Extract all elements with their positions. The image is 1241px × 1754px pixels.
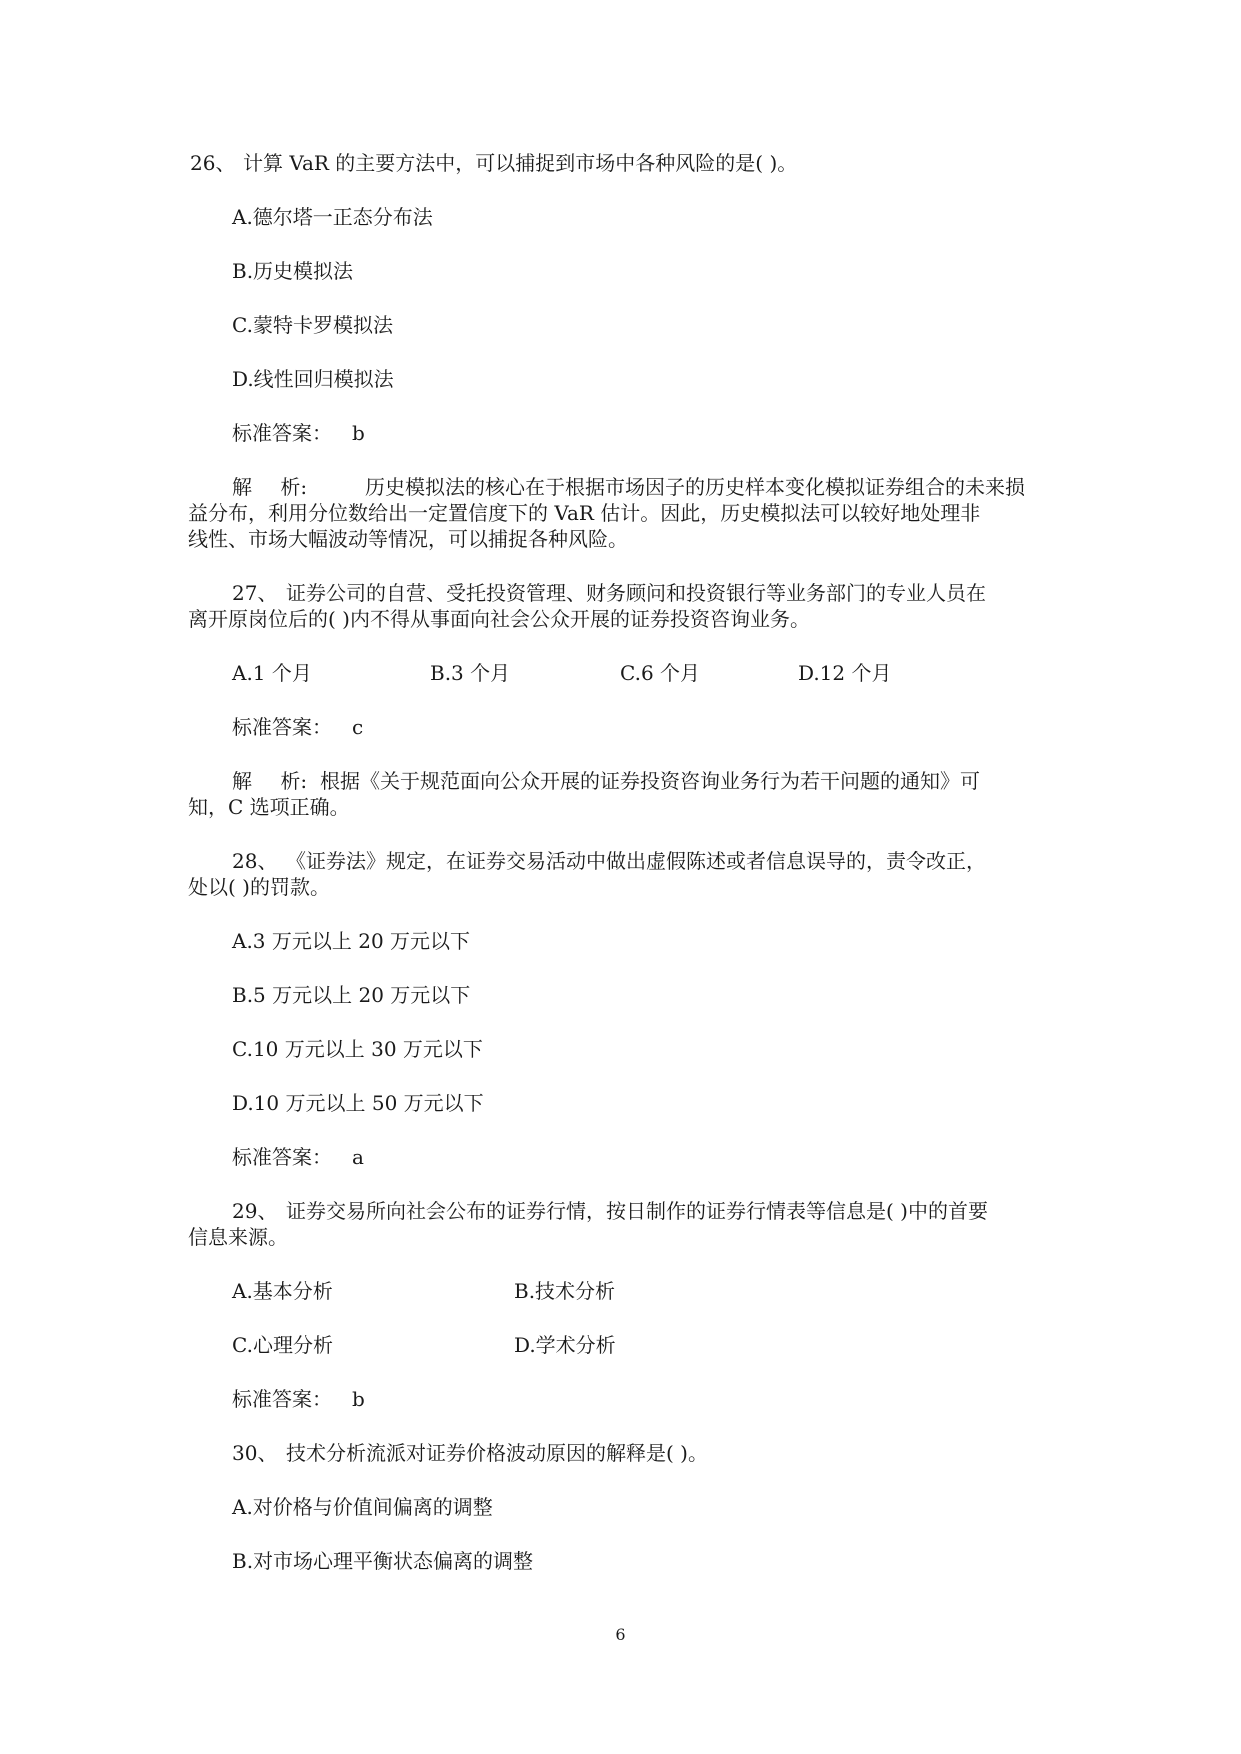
option-a: A.德尔塔一正态分布法 — [232, 205, 433, 229]
analysis-line: 历史模拟法的核心在于根据市场因子的历史样本变化模拟证券组合的未来损 — [365, 475, 1025, 499]
page-number: 6 — [615, 1625, 626, 1644]
option-d: D.10 万元以上 50 万元以下 — [232, 1091, 484, 1115]
question-number: 30、 — [232, 1441, 278, 1465]
question-stem-line: 技术分析流派对证券价格波动原因的解释是( )。 — [286, 1441, 708, 1465]
option-b: B.3 个月 — [430, 661, 511, 685]
question-stem-line: 离开原岗位后的( )内不得从事面向社会公众开展的证券投资咨询业务。 — [188, 607, 810, 631]
question-number: 26、 — [190, 151, 236, 175]
option-a: A.3 万元以上 20 万元以下 — [232, 929, 471, 953]
option-c: C.10 万元以上 30 万元以下 — [232, 1037, 483, 1061]
answer-value: b — [352, 1387, 365, 1411]
answer-value: c — [352, 715, 364, 739]
option-a: A.基本分析 — [232, 1279, 333, 1303]
question-stem-line: 处以( )的罚款。 — [188, 875, 330, 899]
option-d: D.线性回归模拟法 — [232, 367, 394, 391]
option-d: D.12 个月 — [798, 661, 892, 685]
option-a: A.1 个月 — [232, 661, 312, 685]
option-b: B.对市场心理平衡状态偏离的调整 — [232, 1549, 534, 1573]
option-b: B.历史模拟法 — [232, 259, 354, 283]
answer-label: 标准答案： — [232, 421, 332, 445]
question-stem-line: 信息来源。 — [188, 1225, 288, 1249]
question-stem-line: 《证券法》规定，在证券交易活动中做出虚假陈述或者信息误导的，责令改正， — [286, 849, 986, 873]
option-a: A.对价格与价值间偏离的调整 — [232, 1495, 493, 1519]
option-c: C.心理分析 — [232, 1333, 333, 1357]
answer-label: 标准答案： — [232, 715, 332, 739]
question-number: 27、 — [232, 581, 278, 605]
analysis-line: 根据《关于规范面向公众开展的证券投资咨询业务行为若干问题的通知》可 — [320, 769, 980, 793]
question-stem-line: 计算 VaR 的主要方法中，可以捕捉到市场中各种风险的是( )。 — [243, 151, 798, 175]
answer-label: 标准答案： — [232, 1145, 332, 1169]
answer-label: 标准答案： — [232, 1387, 332, 1411]
option-d: D.学术分析 — [514, 1333, 616, 1357]
option-c: C.6 个月 — [620, 661, 701, 685]
question-number: 29、 — [232, 1199, 278, 1223]
option-b: B.技术分析 — [514, 1279, 616, 1303]
analysis-line: 线性、市场大幅波动等情况，可以捕捉各种风险。 — [188, 527, 628, 551]
analysis-line: 益分布，利用分位数给出一定置信度下的 VaR 估计。因此，历史模拟法可以较好地处理非 — [188, 501, 981, 525]
answer-value: a — [352, 1145, 364, 1169]
option-c: C.蒙特卡罗模拟法 — [232, 313, 393, 337]
question-stem-line: 证券公司的自营、受托投资管理、财务顾问和投资银行等业务部门的专业人员在 — [286, 581, 986, 605]
analysis-line: 知，C 选项正确。 — [188, 795, 350, 819]
answer-value: b — [352, 421, 365, 445]
question-stem-line: 证券交易所向社会公布的证券行情，按日制作的证券行情表等信息是( )中的首要 — [286, 1199, 988, 1223]
option-b: B.5 万元以上 20 万元以下 — [232, 983, 471, 1007]
analysis-label: 解 析: — [232, 475, 308, 499]
analysis-label: 解 析: — [232, 769, 308, 793]
question-number: 28、 — [232, 849, 278, 873]
